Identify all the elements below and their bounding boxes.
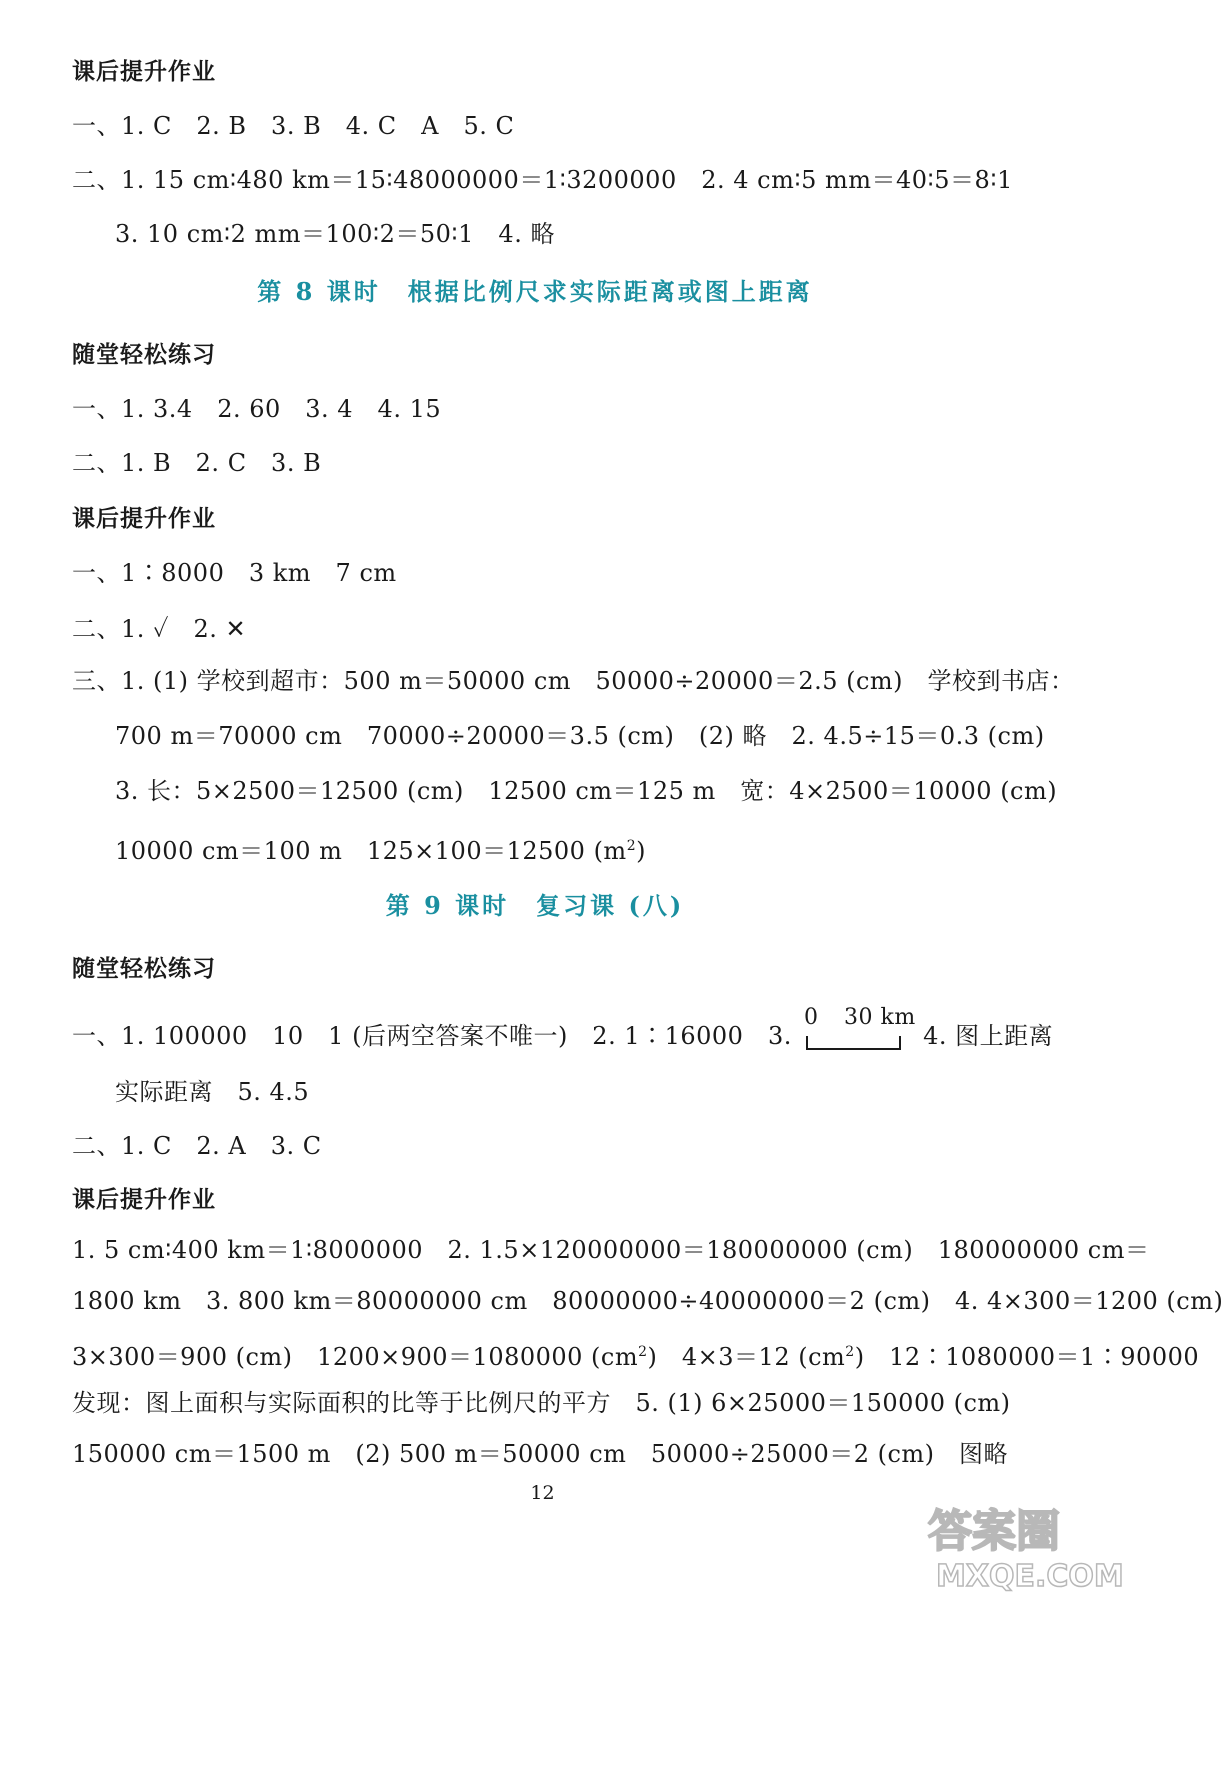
scale-bar-line [806, 1036, 901, 1050]
section-heading: 随堂轻松练习 [72, 342, 216, 368]
answer-line: 一、1∶8000 3 km 7 cm [72, 559, 397, 587]
scale-bar-zero: 0 [804, 1005, 819, 1030]
superscript: 2 [638, 1344, 648, 1360]
answer-text: 4. 图上距离 [923, 1022, 1054, 1050]
watermark-logo [918, 1496, 1168, 1596]
scale-bar [804, 1005, 916, 1052]
lesson-title: 第 8 课时 根据比例尺求实际距离或图上距离 [257, 277, 813, 306]
section-heading: 课后提升作业 [72, 1187, 216, 1213]
answer-line: 二、1. B 2. C 3. B [72, 449, 322, 477]
answer-line: 二、1. C 2. A 3. C [72, 1132, 322, 1160]
answer-line: 3. 长：5×2500＝12500 (cm) 12500 cm＝125 m 宽：4×2500＝10000 (cm) [115, 777, 1058, 805]
watermark-top: 答案圈 [928, 1506, 1060, 1557]
lesson-title: 第 9 课时 复习课 (八) [385, 891, 685, 920]
watermark-bottom: MXQE.COM [936, 1559, 1124, 1594]
answer-line: 1. 5 cm∶400 km＝1∶8000000 2. 1.5×120000000＝180000000 (cm) 180000000 cm＝ [72, 1236, 1150, 1264]
answer-line: 一、1. 3.4 2. 60 3. 4 4. 15 [72, 395, 442, 423]
answer-line [72, 1336, 1199, 1373]
page-number: 12 [530, 1482, 555, 1504]
answer-text: ) [636, 837, 646, 865]
answer-text: 一、1. 100000 10 1 (后两空答案不唯一) 2. 1∶16000 3. [72, 1022, 792, 1050]
answer-line: 实际距离 5. 4.5 [115, 1078, 310, 1106]
answer-text: 3×300＝900 (cm) 1200×900＝1080000 (cm [72, 1343, 639, 1371]
answer-text: ) 12∶1080000＝1∶90000 [854, 1343, 1200, 1371]
answer-line: 二、1. ✓ 2. ✕ [72, 615, 247, 643]
answer-line: 发现：图上面积与实际面积的比等于比例尺的平方 5. (1) 6×25000＝150000 (cm) [72, 1389, 1011, 1417]
scale-bar-distance: 30 km [844, 1005, 916, 1030]
answer-text: 10000 cm＝100 m 125×100＝12500 (m [115, 837, 627, 865]
section-heading: 课后提升作业 [72, 506, 216, 532]
answer-line: 三、1. (1) 学校到超市：500 m＝50000 cm 50000÷20000＝2.5 (cm) 学校到书店： [72, 667, 1075, 695]
answer-line [115, 830, 646, 867]
superscript: 2 [845, 1344, 855, 1360]
answer-line: 150000 cm＝1500 m (2) 500 m＝50000 cm 50000÷25000＝2 (cm) 图略 [72, 1440, 1009, 1468]
answer-line [72, 1005, 1054, 1052]
section-heading: 随堂轻松练习 [72, 956, 216, 982]
answer-line: 1800 km 3. 800 km＝80000000 cm 80000000÷40000000＝2 (cm) 4. 4×300＝1200 (cm) [72, 1287, 1224, 1315]
answer-line: 二、1. 15 cm∶480 km＝15∶48000000＝1∶3200000 2. 4 cm∶5 mm＝40∶5＝8∶1 [72, 166, 1013, 194]
answer-line: 一、1. C 2. B 3. B 4. C A 5. C [72, 112, 515, 140]
superscript: 2 [626, 838, 637, 854]
answer-line: 3. 10 cm∶2 mm＝100∶2＝50∶1 4. 略 [115, 220, 555, 248]
answer-line: 700 m＝70000 cm 70000÷20000＝3.5 (cm) (2) 略 2. 4.5÷15＝0.3 (cm) [115, 722, 1045, 750]
answer-text: ) 4×3＝12 (cm [647, 1343, 846, 1371]
section-heading: 课后提升作业 [72, 59, 216, 85]
